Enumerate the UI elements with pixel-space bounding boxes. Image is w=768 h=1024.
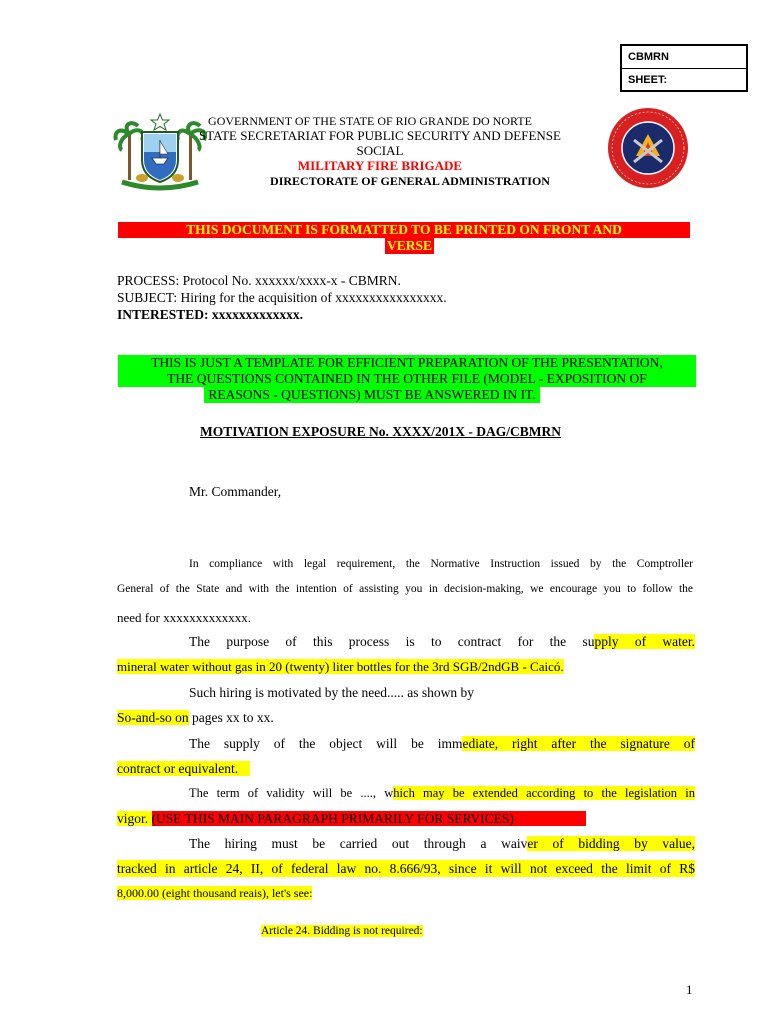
fire-brigade-seal	[606, 106, 690, 190]
header-directorate: DIRECTORATE OF GENERAL ADMINISTRATION	[270, 174, 550, 188]
p6-line-1-a: The hiring must be carried out through a waiv	[189, 836, 528, 851]
p5-line-1	[189, 785, 695, 802]
p3-line-2-a: So-and-so on	[117, 710, 189, 725]
article-quote	[261, 925, 423, 937]
process-line: PROCESS: Protocol No. xxxxxx/xxxx-x - CBMRN.	[117, 273, 401, 288]
print-format-banner	[118, 222, 690, 254]
subject-line: SUBJECT: Hiring for the acquisition of xxxxxxxxxxxxxxxx.	[117, 290, 447, 305]
p4-line-2	[117, 760, 250, 777]
banner-line-2: VERSE	[386, 238, 432, 253]
salutation: Mr. Commander,	[189, 484, 282, 499]
p4-line-1-a: The supply of the object will be imm	[189, 736, 463, 751]
p4-line-2-text: contract or equivalent.	[117, 761, 250, 776]
p3-line-2-b: pages xx to xx.	[188, 710, 274, 725]
p5-line-1-b: hich may be extended according to the legislation in	[393, 786, 695, 800]
header-secretariat: STATE SECRETARIAT FOR PUBLIC SECURITY AND DEFENSE	[199, 128, 561, 143]
p1-line-1: In compliance with legal requirement, the Normative Instruction issued by the Comptroller	[189, 558, 693, 570]
p6-line-2: tracked in article 24, II, of federal law no. 8.666/93, since it will not exceed the limit of R$	[117, 861, 695, 876]
p3-line-2	[117, 709, 274, 726]
sheet-box	[620, 44, 748, 92]
p5-line-2-b: (USE THIS MAIN PARAGRAPH PRIMARILY FOR SERVICES)	[152, 811, 586, 826]
p6-line-1	[189, 835, 695, 852]
p2-line-1	[189, 633, 695, 650]
page-number: 1	[686, 982, 693, 997]
sheet-box-sheet: SHEET:	[622, 68, 746, 90]
p1-line-3: need for xxxxxxxxxxxxx.	[117, 610, 251, 625]
p6-line-1-b: er of bidding by value,	[527, 836, 695, 851]
p4-line-1	[189, 735, 695, 752]
interested-line: INTERESTED: xxxxxxxxxxxxx.	[117, 307, 304, 322]
p2-line-1-a: The purpose of this process is to contract for the su	[189, 634, 595, 649]
p3-line-1: Such hiring is motivated by the need..... as shown by	[189, 685, 474, 700]
p4-line-1-b: ediate, right after the signature of	[462, 736, 695, 751]
notice-line-2: THE QUESTIONS CONTAINED IN THE OTHER FILE (MODEL - EXPOSITION OF	[118, 371, 696, 387]
notice-line-1: THIS IS JUST A TEMPLATE FOR EFFICIENT PREPARATION OF THE PRESENTATION,	[118, 355, 696, 371]
p6-line-3-text: 8,000.00 (eight thousand reais), let's see:	[117, 886, 313, 900]
banner-line-1: THIS DOCUMENT IS FORMATTED TO BE PRINTED ON FRONT AND	[118, 222, 690, 238]
p5-line-2-a: vigor.	[117, 811, 152, 826]
p2-line-2	[117, 658, 564, 675]
p2-line-2-text: mineral water without gas in 20 (twenty) liter bottles for the 3rd SGB/2ndGB - Caicó.	[117, 659, 564, 674]
p1-line-2: General of the State and with the intention of assisting you in decision-making, we encourage you to follow the	[117, 583, 693, 595]
document-title: MOTIVATION EXPOSURE No. XXXX/201X - DAG/CBMRN	[200, 424, 562, 439]
p5-line-2	[117, 810, 586, 827]
p5-line-1-a: The term of validity will be ...., w	[189, 786, 394, 800]
notice-line-3: REASONS - QUESTIONS) MUST BE ANSWERED IN IT.	[204, 387, 539, 403]
template-notice	[118, 355, 696, 403]
sheet-box-cbmrn: CBMRN	[628, 51, 669, 63]
header-secretariat-cont: SOCIAL	[356, 143, 404, 158]
p2-line-1-b: pply of water.	[594, 634, 695, 649]
article-quote-text: Article 24. Bidding is not required:	[261, 925, 423, 937]
p6-line-3	[117, 885, 312, 902]
header-government: GOVERNMENT OF THE STATE OF RIO GRANDE DO NORTE	[208, 114, 532, 128]
header-fire-brigade: MILITARY FIRE BRIGADE	[297, 158, 463, 173]
